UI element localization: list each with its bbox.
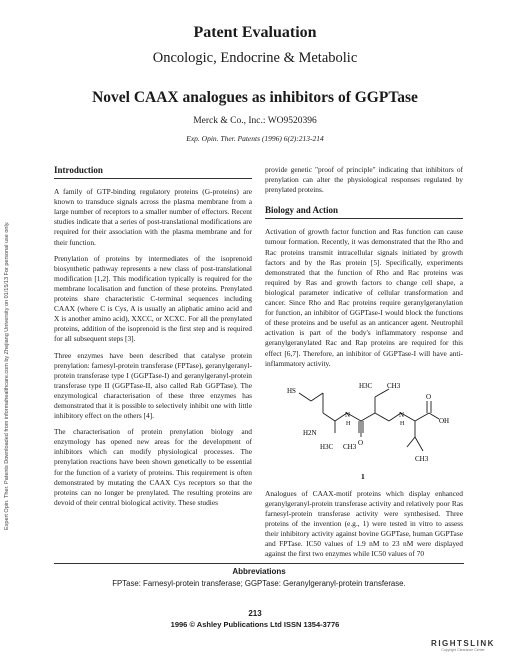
abbreviations-text: FPTase: Farnesyl-protein transferase; GGPTase: Geranylgeranyl-protein transferase. bbox=[112, 579, 406, 588]
biology-action-heading: Biology and Action bbox=[265, 205, 463, 219]
right-column bbox=[265, 165, 463, 565]
structure-label-ch3-bottom: CH3 bbox=[415, 454, 429, 463]
rightslink-logo[interactable] bbox=[428, 639, 498, 652]
structure-label-ch3-low: CH3 bbox=[343, 442, 357, 451]
structure-label-o2: O bbox=[426, 392, 432, 401]
page-number: 213 bbox=[248, 609, 262, 618]
intro-paragraph-3: Three enzymes have been described that catalyse protein prenylation: farnesyl-protein transferase (FPTase), geranylgeranyl-protein transferase type I (GGPTase-I) and geranylgeranyl-protein transferase type II (GGPTase-II, also called Rab GGPTase). The enzymological characterisation of these three enzymes has demonstrated that it is possible to selectively inhibit one with little inhibitory effect on the others [4]. bbox=[54, 350, 252, 421]
structure-label-h3c-top: H3C bbox=[359, 381, 373, 390]
structure-label-nh-left: N bbox=[345, 410, 351, 419]
rightslink-logo-text: RIGHTSLINK bbox=[431, 639, 495, 648]
structure-label-nh-right: N bbox=[399, 410, 405, 419]
citation: Exp. Opin. Ther. Patents (1996) 6(2):213-214 bbox=[186, 134, 324, 143]
biology-paragraph-2: Analogues of CAAX-motif proteins which display enhanced geranylgeranyl-protein transferase activity and relatively poor Ras farnesyl-protein transferase activity were synthesised. Three proteins of the invention (e.g., 1) were tested in vitro to assess their inhibitory activity against bovine GGPTase, human GGPTase and FPTase. IC50 values of 1.9 nM to 23 nM were displayed against the first two enzymes while IC50 values of 70 bbox=[265, 488, 463, 559]
structure-label-ch3-top: CH3 bbox=[387, 381, 401, 390]
structure-label-hs: HS bbox=[287, 386, 296, 395]
journal-subsection-title: Oncologic, Endocrine & Metabolic bbox=[152, 50, 358, 66]
structure-label-h3c-low: H3C bbox=[320, 442, 334, 451]
structure-label-nh-left-h: H bbox=[346, 420, 351, 427]
article-title: Novel CAAX analogues as inhibitors of GGPTase bbox=[92, 89, 418, 106]
abbreviations-box bbox=[54, 563, 464, 588]
article-header bbox=[0, 24, 510, 143]
intro-paragraph-4: The characterisation of protein prenylation biology and enzymology has opened new areas for the development of inhibitors which can modify physiological processes. The prenylation reactions have been shown genetically to be essential for the function of a variety of proteins. This requirement is often demonstrated by mutating the CAAX Cys receptors so that the proteins can no longer be prenylated. The resulting proteins are devoid of their central biological activity. These studies bbox=[54, 427, 252, 507]
patent-company: Merck & Co., Inc.: WO9520396 bbox=[193, 116, 317, 126]
introduction-heading: Introduction bbox=[54, 165, 252, 179]
structure-label-nh-right-h: H bbox=[400, 420, 405, 427]
rightslink-tagline: Copyright Clearance Center bbox=[441, 648, 485, 652]
chemical-structure-figure bbox=[265, 375, 463, 485]
compound-number: 1 bbox=[361, 471, 365, 481]
intro-paragraph-2: Prenylation of proteins by intermediates of the isoprenoid biosynthetic pathway represents a new class of post-translational modification [1,2]. This modification typically is required for the membrane localisation and function of these proteins. Prenylated proteins share characteristic C-terminal sequences including CAAX (where C is Cys, A is usually an aliphatic amino acid and X is another amino acid), XXCC, or XCXC. For all the prenylated proteins, addition of the isoprenoid is the first step and is required for all subsequent steps [3]. bbox=[54, 253, 252, 344]
publisher-line: 1996 © Ashley Publications Ltd ISSN 1354-3776 bbox=[170, 620, 340, 629]
download-watermark-text: Expert Opin. Ther. Patents Downloaded from informahealthcare.com by Zhejiang University on 01/15/13 For personal use only. bbox=[4, 221, 10, 530]
download-watermark bbox=[4, 150, 18, 530]
intro-paragraph-1: A family of GTP-binding regulatory proteins (G-proteins) are known to transduce signals across the plasma membrane from a large number of receptors to a smaller number of effectors. Recent studies indicate that a series of post-translational modifications are required for their association with the plasma membrane and for their function. bbox=[54, 187, 252, 247]
structure-bonds bbox=[299, 389, 439, 451]
abbreviations-heading: Abbreviations bbox=[232, 567, 286, 576]
structure-label-o1: O bbox=[358, 438, 364, 447]
structure-label-oh: OH bbox=[439, 416, 450, 425]
biology-paragraph-1: Activation of growth factor function and Ras function can cause tumour formation. Recently, it was demonstrated that the Rho and Rac proteins transmit intracellular signals initiated by growth factors and by the Ras protein [5]. Specifically, experiments demonstrated that the function of Rho and Rac proteins was required by Ras and growth factors to change cell shape, a biological parameter indicative of cellular transformation and cancer. Since Rho and Rac proteins require geranylgeranylation for function, an inhibitor of GGPTase-I would block the functions of these proteins and be useful as an anticancer agent. Neutrophil activation is part of the body's inflammatory response and geranylgeranylated Rac and Rap proteins are required for this effect [6,7]. Therefore, an inhibitor of GGPTase-I will have anti-inflammatory activity. bbox=[265, 227, 463, 368]
journal-section-title: Patent Evaluation bbox=[193, 24, 317, 41]
structure-label-h2n: H2N bbox=[303, 428, 317, 437]
continued-paragraph: provide genetic "proof of principle" indicating that inhibitors of prenylation can alter the physiological responses regulated by prenylated proteins. bbox=[265, 165, 463, 195]
left-column bbox=[54, 165, 252, 514]
